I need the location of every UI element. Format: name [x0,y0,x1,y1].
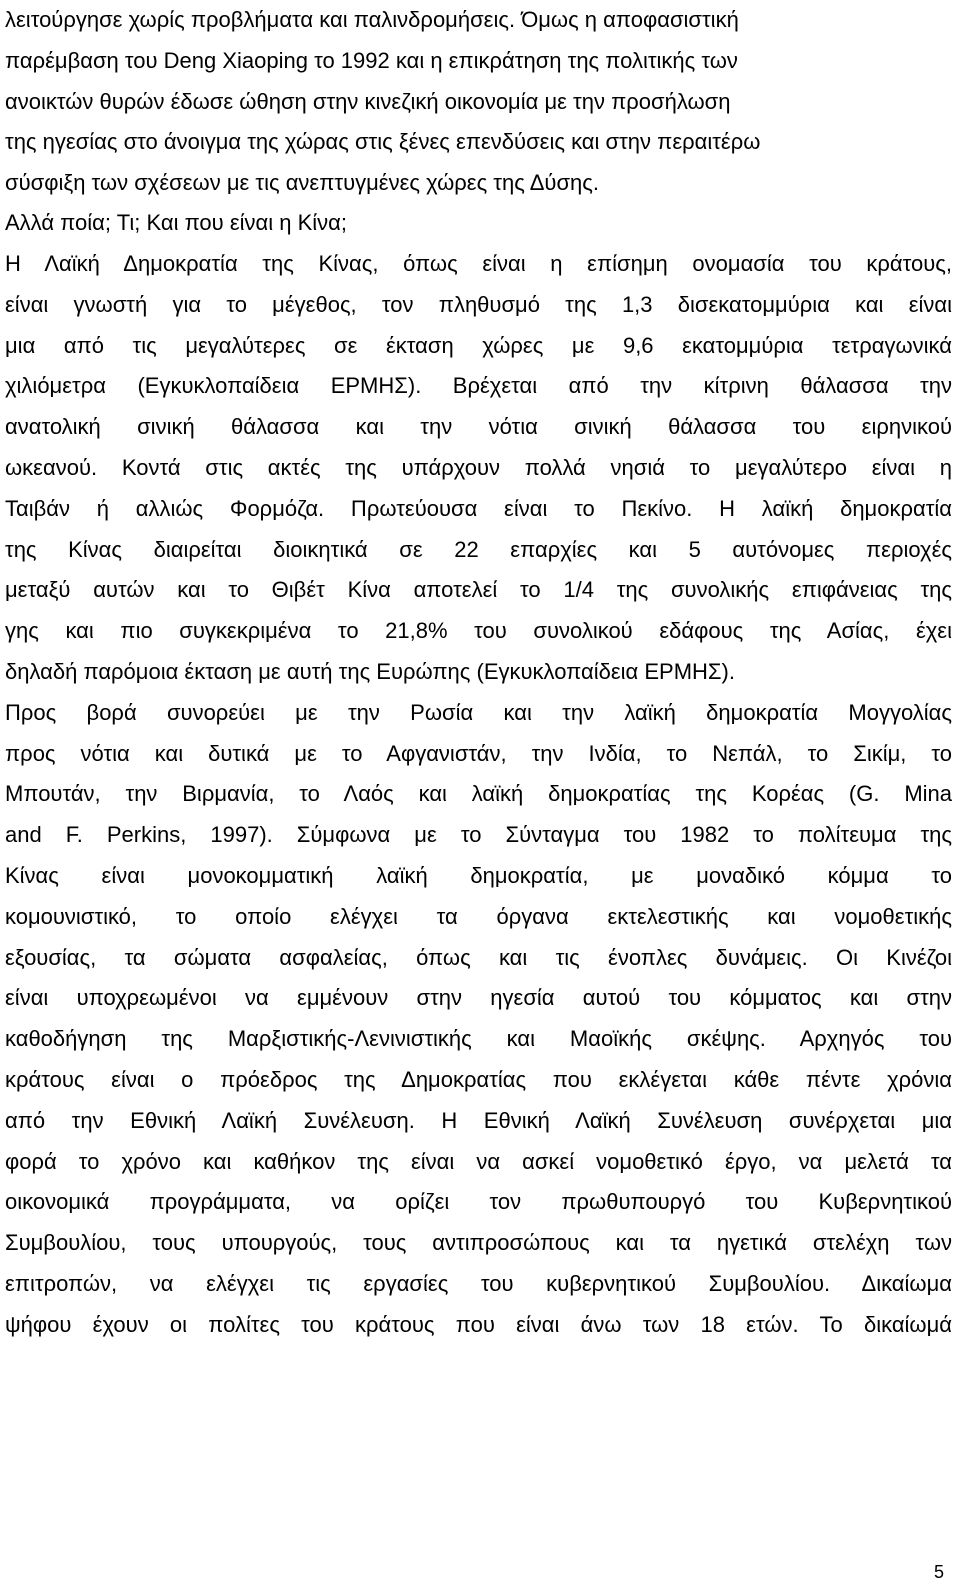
text-line: καθοδήγηση της Μαρξιστικής-Λενινιστικής και Μαοϊκής σκέψης. Αρχηγός του [5,1026,952,1052]
text-line: ψήφου έχουν οι πολίτες του κράτους που είναι άνω των 18 ετών. Το δικαίωμά [5,1311,952,1337]
question-line: Αλλά ποία; Τι; Και που είναι η Κίνα; [5,210,347,235]
paragraph-china-economy [5,0,952,204]
text-line: εξουσίας, τα σώματα ασφαλείας, όπως και τις ένοπλες δυνάμεις. Οι Κινέζοι [5,944,952,970]
text-line: and F. Perkins, 1997). Σύμφωνα με το Σύνταγμα του 1982 το πολίτευμα της [5,822,952,848]
text-line: Ταιβάν ή αλλιώς Φορμόζα. Πρωτεύουσα είναι το Πεκίνο. Η λαϊκή δημοκρατία [5,495,952,521]
text-line: επιτροπών, να ελέγχει τις εργασίες του κυβερνητικού Συμβουλίου. Δικαίωμα [5,1270,952,1296]
text-line: είναι υποχρεωμένοι να εμμένουν στην ηγεσία αυτού του κόμματος και στην [5,985,952,1011]
text-line: ανοικτών θυρών έδωσε ώθηση στην κινεζική οικονομία με την προσήλωση [5,88,731,114]
text-line: μια από τις μεγαλύτερες σε έκταση χώρες με 9,6 εκατομμύρια τετραγωνικά [5,332,952,358]
text-line: δηλαδή παρόμοια έκταση με αυτή της Ευρώπης (Εγκυκλοπαίδεια ΕΡΜΗΣ). [5,658,735,684]
text-line: ανατολική σινική θάλασσα και την νότια σινική θάλασσα του ειρηνικού [5,414,952,440]
text-line: σύσφιξη των σχέσεων με τις ανεπτυγμένες χώρες της Δύσης. [5,170,599,196]
text-line: Προς βορά συνορεύει με την Ρωσία και την λαϊκή δημοκρατία Μογγολίας [5,699,952,725]
text-line: κράτους είναι ο πρόεδρος της Δημοκρατίας που εκλέγεται κάθε πέντε χρόνια [5,1066,952,1092]
text-line: παρέμβαση του Deng Xiaoping το 1992 και η επικράτηση της πολιτικής των [5,47,738,73]
paragraph-china-description [5,244,952,1346]
page-number: 5 [933,1562,944,1582]
text-line: Η Λαϊκή Δημοκρατία της Κίνας, όπως είναι η επίσημη ονομασία του κράτους, [5,251,952,276]
text-line: Συμβουλίου, τους υπουργούς, τους αντιπροσώπους και τα ηγετικά στελέχη των [5,1230,952,1256]
text-line: από την Εθνική Λαϊκή Συνέλευση. Η Εθνική Λαϊκή Συνέλευση συνέρχεται μια [5,1107,952,1133]
text-line: φορά το χρόνο και καθήκον της είναι να ασκεί νομοθετικό έργο, να μελετά τα [5,1148,952,1174]
text-line: της ηγεσίας στο άνοιγμα της χώρας στις ξένες επενδύσεις και στην περαιτέρω [5,129,761,155]
text-line: προς νότια και δυτικά με το Αφγανιστάν, την Ινδία, το Νεπάλ, το Σικίμ, το [5,740,952,766]
text-line: μεταξύ αυτών και το Θιβέτ Κίνα αποτελεί το 1/4 της συνολικής επιφάνειας της [5,577,952,603]
text-line: γης και πιο συγκεκριμένα το 21,8% του συνολικού εδάφους της Ασίας, έχει [5,618,952,644]
text-line: κομουνιστικό, το οποίο ελέγχει τα όργανα εκτελεστικής και νομοθετικής [5,903,952,929]
text-line: χιλιόμετρα (Εγκυκλοπαίδεια ΕΡΜΗΣ). Βρέχεται από την κίτρινη θάλασσα την [5,373,952,399]
text-line: Κίνας είναι μονοκομματική λαϊκή δημοκρατία, με μοναδικό κόμμα το [5,862,952,888]
text-line: λειτούργησε χωρίς προβλήματα και παλινδρομήσεις. Όμως η αποφασιστική [5,7,739,32]
paragraph-question [5,203,952,244]
text-line: Μπουτάν, την Βιρμανία, το Λαός και λαϊκή δημοκρατίας της Κορέας (G. Mina [5,781,952,807]
text-line: είναι γνωστή για το μέγεθος, τον πληθυσμό της 1,3 δισεκατομμύρια και είναι [5,291,952,317]
text-line: της Κίνας διαιρείται διοικητικά σε 22 επαρχίες και 5 αυτόνομες περιοχές [5,536,952,562]
text-line: ωκεανού. Κοντά στις ακτές της υπάρχουν πολλά νησιά το μεγαλύτερο είναι η [5,454,952,480]
text-line: οικονομικά προγράμματα, να ορίζει τον πρωθυπουργό του Κυβερνητικού [5,1189,952,1215]
